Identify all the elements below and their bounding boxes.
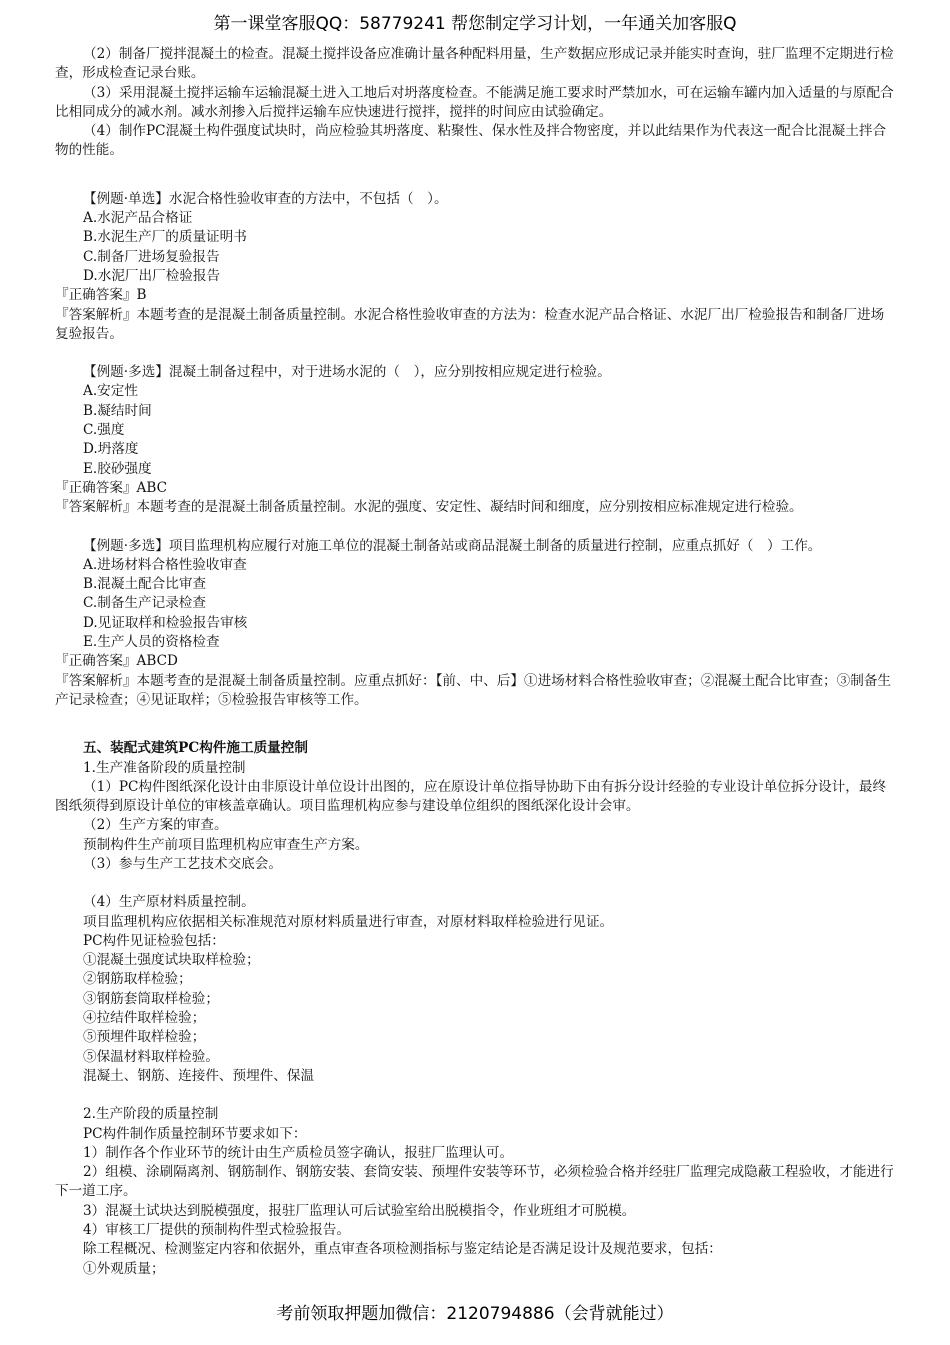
section-5-paragraph: PC构件见证检验包括： [83,932,225,949]
inspection-list-item: ⑤保温材料取样检验。 [83,1048,219,1065]
question-3-option: B.混凝土配合比审查 [83,576,207,593]
question-1-stem: 【例题·单选】水泥合格性验收审查的方法中，不包括（ ）。 [83,190,448,207]
inspection-list-item: ①混凝土强度试块取样检验； [83,952,260,969]
question-3-answer: 『正确答案』ABCD [55,653,178,670]
inspection-list-item: ③钢筋套筒取样检验； [83,990,219,1007]
question-2-option: D.坍落度 [83,441,139,458]
section-5-paragraph: 3）混凝土试块达到脱模强度，报驻厂监理认可后试验室给出脱模指令，作业班组才可脱模。 [83,1202,636,1219]
question-1-option: B.水泥生产厂的质量证明书 [83,229,247,246]
section-5-paragraph: 预制构件生产前项目监理机构应审查生产方案。 [83,836,369,853]
inspection-list-item: ⑤预埋件取样检验； [83,1029,206,1046]
question-3-stem: 【例题·多选】项目监理机构应履行对施工单位的混凝土制备站或商品混凝土制备的质量进行控制，应重点抓好（ ）工作。 [83,537,822,554]
inspection-list-item: ②钢筋取样检验； [83,971,192,988]
question-3-analysis: 『答案解析』本题考查的是混凝土制备质量控制。应重点抓好：【前、中、后】①进场材料合格性验收审查；②混凝土配合比审查；③制备生产记录检查；④见证取样；⑤检验报告审核等工作。 [55,672,892,708]
inspection-list-item: ④拉结件取样检验； [83,1010,206,1027]
question-1-option: D.水泥厂出厂检验报告 [83,267,221,284]
section-5-paragraph: 除工程概况、检测鉴定内容和依据外，重点审查各项检测指标与鉴定结论是否满足设计及规范要求，包括： [83,1241,722,1258]
question-1-answer: 『正确答案』B [55,287,147,304]
section-5-paragraph: 2）组模、涂刷隔离剂、钢筋制作、钢筋安装、套筒安装、预埋件安装等环节，必须检验合格并经驻厂监理完成隐蔽工程验收，才能进行下一道工序。 [55,1164,894,1200]
question-1-option: C.制备厂进场复验报告 [83,248,220,265]
question-3-option: D.见证取样和检验报告审核 [83,614,248,631]
section-5-paragraph: （2）生产方案的审查。 [83,817,228,834]
page-header: 第一课堂客服QQ：58779241 帮您制定学习计划，一年通关加客服Q [213,14,737,34]
intro-paragraph-3: （3）采用混凝土搅拌运输车运输混凝土进入工地后对坍落度检查。不能满足施工要求时严禁加水，可在运输车罐内加入适量的与原配合比相同成分的减水剂。减水剂掺入后搅拌运输车应快速进行搅拌，搅拌的时间应由试验确定。 [55,84,894,120]
question-2-option: C.强度 [83,422,125,439]
document-body [55,45,895,1279]
inspection-list-note: 混凝土、钢筋、连接件、预埋件、保温 [83,1067,315,1084]
intro-paragraph-2: （2）制备厂搅拌混凝土的检查。混凝土搅拌设备应准确计量各种配料用量，生产数据应形成记录并能实时查询，驻厂监理不定期进行检查，形成检查记录台账。 [55,46,894,82]
question-3-option: E.生产人员的资格检查 [83,634,220,651]
question-1-option: A.水泥产品合格证 [83,210,193,227]
section-5-paragraph: （3）参与生产工艺技术交底会。 [83,855,282,872]
section-5-paragraph: ①外观质量； [83,1260,165,1277]
question-2-option: B.凝结时间 [83,402,152,419]
section-5-subtitle-2: 2.生产阶段的质量控制 [83,1106,219,1123]
question-1-analysis: 『答案解析』本题考查的是混凝土制备质量控制。水泥合格性验收审查的方法为：检查水泥产品合格证、水泥厂出厂检验报告和制备厂进场复验报告。 [55,306,885,342]
section-5-paragraph: PC构件制作质量控制环节要求如下： [83,1125,307,1142]
question-3-option: A.进场材料合格性验收审查 [83,556,247,573]
intro-paragraph-4: （4）制作PC混凝土构件强度试块时，尚应检验其坍落度、粘聚性、保水性及拌合物密度，并以此结果作为代表这一配合比混凝土拌合物的性能。 [55,123,887,159]
section-5-subtitle-1: 1.生产准备阶段的质量控制 [83,759,246,776]
section-5-paragraph: （1）PC构件图纸深化设计由非原设计单位设计出图的，应在原设计单位指导协助下由有拆分设计经验的专业设计单位拆分设计，最终图纸须得到原设计单位的审核盖章确认。项目监理机构应参与建设单位组织的图纸深化设计会审。 [55,778,887,815]
question-2-option: A.安定性 [83,383,138,400]
section-5-paragraph: （4）生产原材料质量控制。 [83,894,255,911]
section-5-title: 五、装配式建筑PC构件施工质量控制 [83,740,308,757]
section-5-paragraph: 1）制作各个作业环节的统计由生产质检员签字确认，报驻厂监理认可。 [83,1144,514,1161]
section-5-paragraph: 项目监理机构应依据相关标准规范对原材料质量进行审查，对原材料取样检验进行见证。 [83,913,614,930]
question-2-option: E.胶砂强度 [83,460,152,477]
question-2-stem: 【例题·多选】混凝土制备过程中，对于进场水泥的（ ），应分别按相应规定进行检验。 [83,364,611,381]
section-5-paragraph: 4）审核工厂提供的预制构件型式检验报告。 [83,1222,350,1239]
question-2-answer: 『正确答案』ABC [55,479,168,496]
question-3-option: C.制备生产记录检查 [83,595,206,612]
question-2-analysis: 『答案解析』本题考查的是混凝土制备质量控制。水泥的强度、安定性、凝结时间和细度，应分别按相应标准规定进行检验。 [55,499,803,516]
page-footer: 考前领取押题加微信：2120794886（会背就能过） [276,1304,674,1324]
